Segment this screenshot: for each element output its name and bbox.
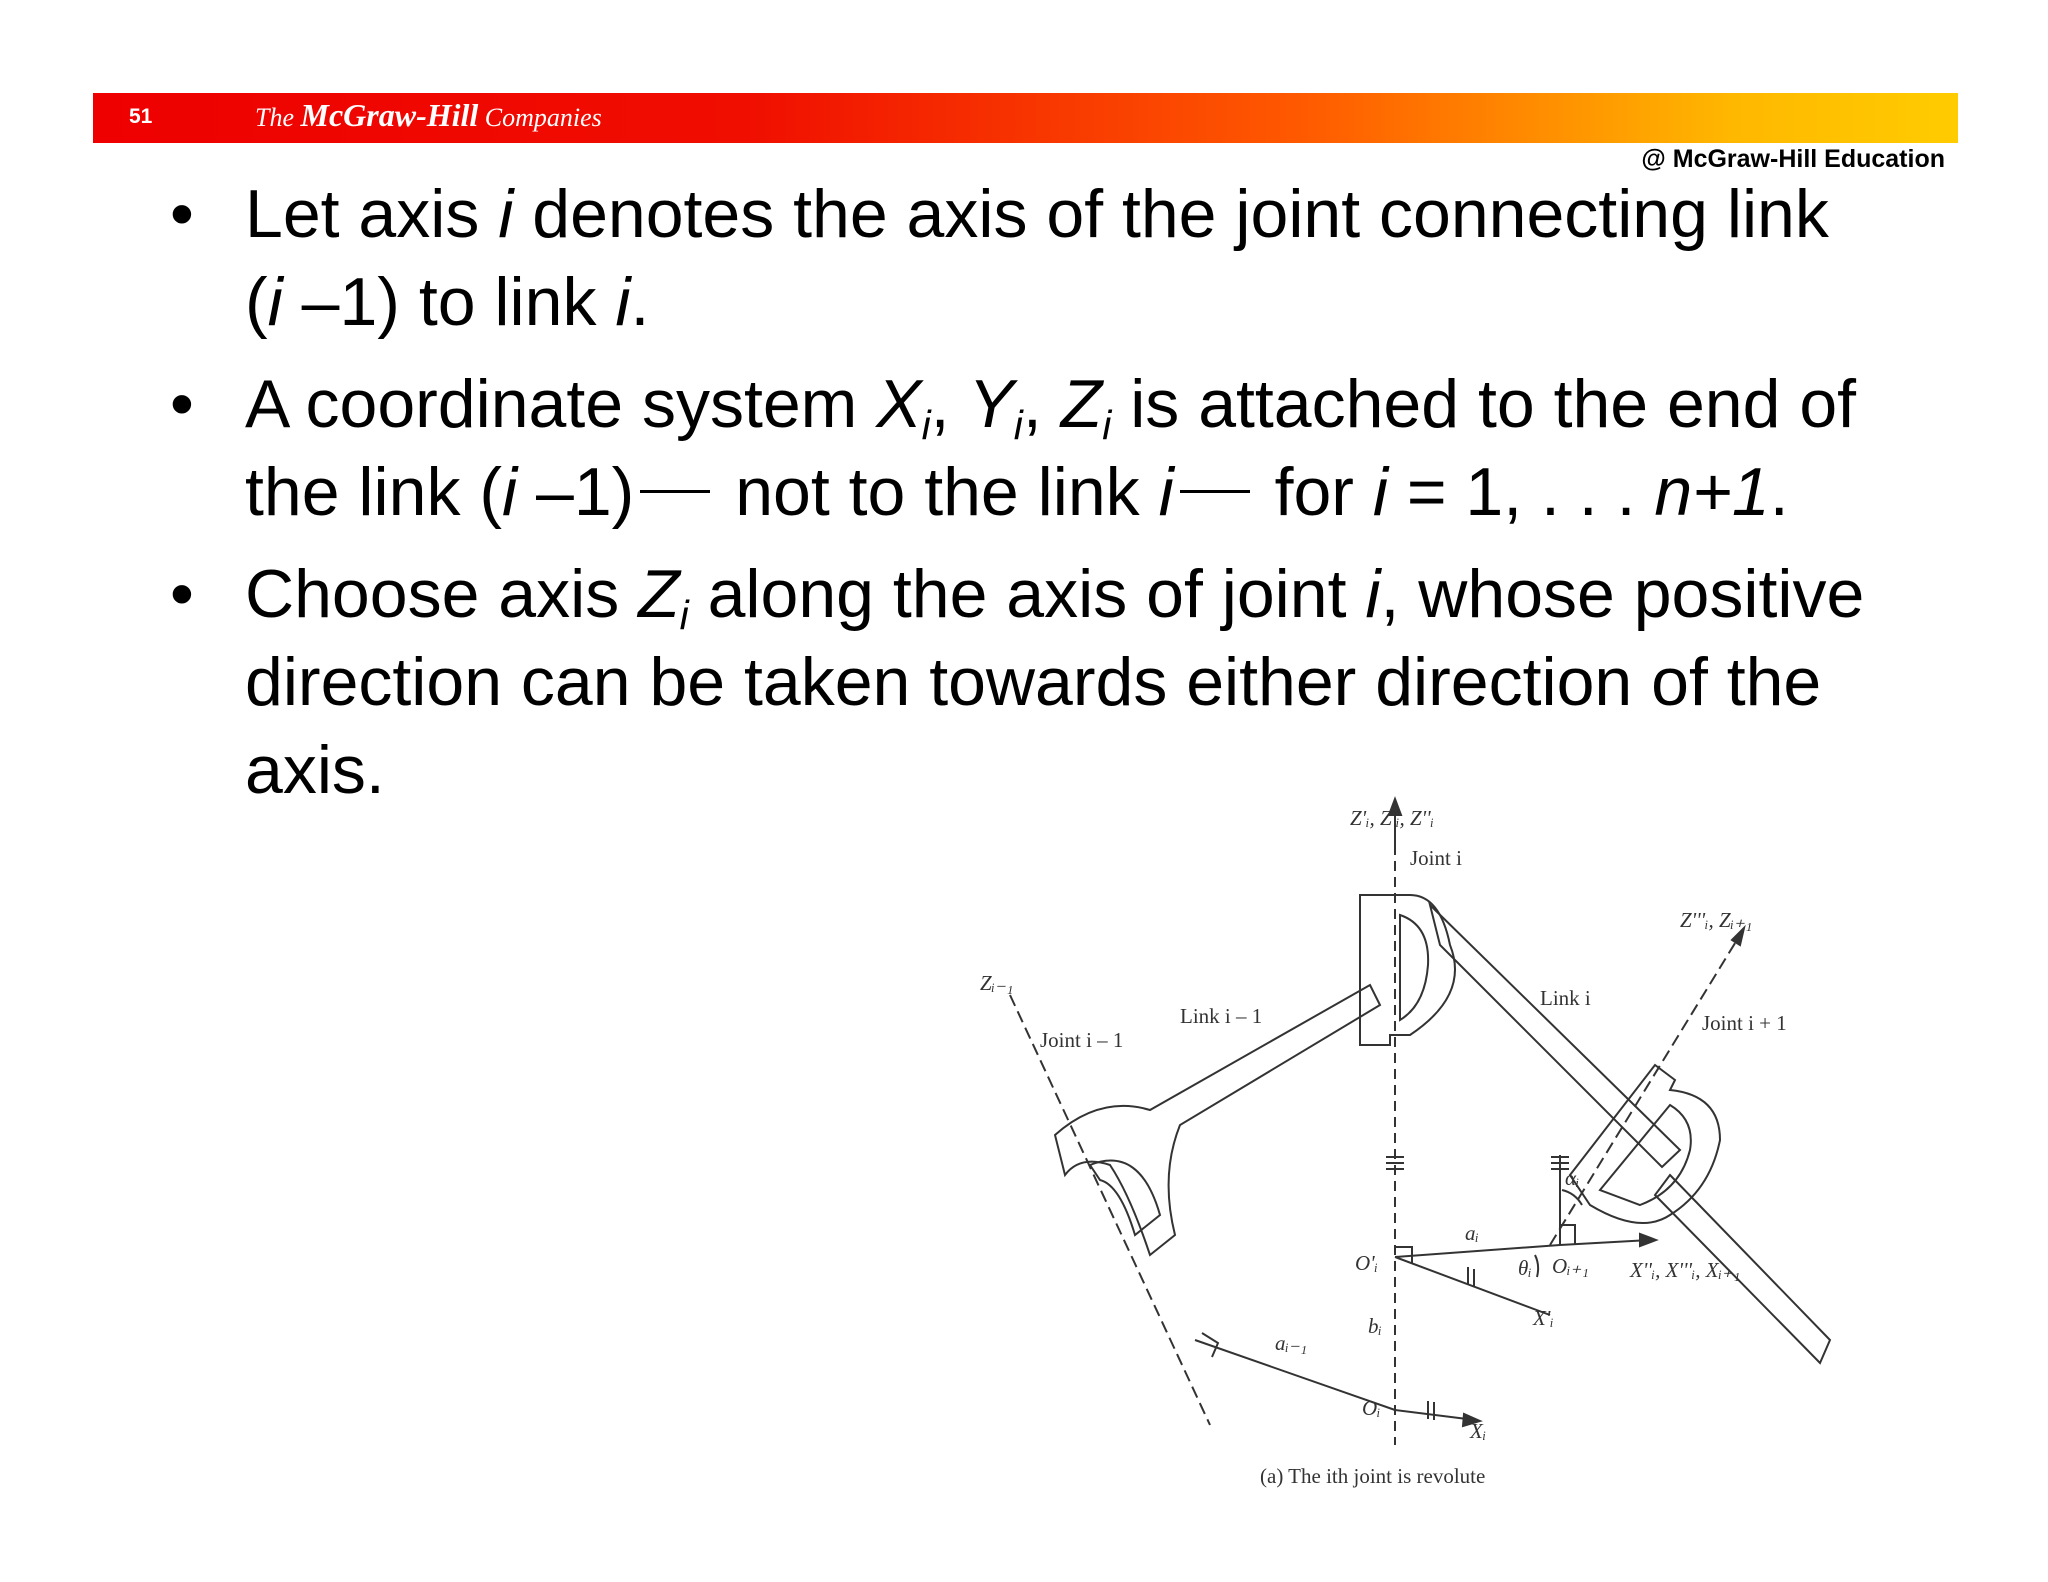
joint-i-inner bbox=[1400, 915, 1428, 1020]
subscript: i bbox=[679, 592, 689, 639]
text: not to the link bbox=[716, 454, 1159, 530]
link-i-body bbox=[1430, 905, 1680, 1167]
text: Y bbox=[968, 366, 1014, 442]
text: –1) bbox=[517, 454, 635, 530]
label-joint-prev: Joint i – 1 bbox=[1040, 1028, 1124, 1052]
em-dash bbox=[1180, 490, 1250, 493]
text: i bbox=[615, 264, 631, 340]
label-joint-i: Joint i bbox=[1410, 846, 1462, 870]
label-alpha: αᵢ bbox=[1565, 1166, 1580, 1190]
bullet-dot: • bbox=[170, 556, 194, 632]
text: . bbox=[1769, 454, 1789, 530]
bullet-item-3 bbox=[170, 550, 1870, 814]
text: –1) to link bbox=[282, 264, 616, 340]
bullet-item-1 bbox=[170, 170, 1870, 346]
joint-diagram bbox=[950, 795, 1850, 1515]
text: Z bbox=[1060, 366, 1103, 442]
bullet-dot: • bbox=[170, 366, 194, 442]
label-o-next: Oᵢ₊₁ bbox=[1552, 1254, 1589, 1278]
text: Z bbox=[638, 556, 680, 632]
text: for bbox=[1255, 454, 1373, 530]
text: Let axis bbox=[245, 176, 499, 252]
label-top-axis: Z'ᵢ, Z'ᵢ, Z''ᵢ bbox=[1350, 806, 1434, 830]
text: i bbox=[1365, 556, 1381, 632]
label-x-prime: X'ᵢ bbox=[1533, 1306, 1554, 1330]
label-z-prev: Zᵢ₋₁ bbox=[980, 971, 1014, 995]
text: i bbox=[502, 454, 518, 530]
label-link-i: Link i bbox=[1540, 986, 1591, 1010]
slide-number: 51 bbox=[129, 105, 153, 128]
text: is attached to the end of the link ( bbox=[245, 366, 1857, 530]
em-dash bbox=[640, 490, 710, 493]
text: Choose axis bbox=[245, 556, 639, 632]
brand-companies: Companies bbox=[478, 103, 602, 132]
text: , bbox=[1022, 366, 1061, 442]
label-x-next: X''ᵢ, X'''ᵢ, Xᵢ₊₁ bbox=[1630, 1258, 1741, 1282]
text: A coordinate system bbox=[245, 366, 877, 442]
link-prev-joint bbox=[1090, 1161, 1160, 1235]
label-joint-next: Joint i + 1 bbox=[1702, 1011, 1787, 1035]
joint-prev-axis bbox=[1010, 995, 1210, 1425]
text: = 1, . . . bbox=[1387, 454, 1655, 530]
bullet-list bbox=[170, 170, 1870, 828]
text: i bbox=[267, 264, 283, 340]
text: i bbox=[498, 176, 514, 252]
label-o-i: Oᵢ bbox=[1362, 1396, 1381, 1420]
right-angle-next bbox=[1560, 1225, 1575, 1245]
text: i bbox=[1372, 454, 1388, 530]
text: i bbox=[1158, 454, 1174, 530]
x-next-arrow bbox=[1640, 1234, 1656, 1246]
brand-logo bbox=[255, 97, 602, 134]
label-a-i: aᵢ bbox=[1465, 1221, 1479, 1245]
bullet-dot: • bbox=[170, 176, 194, 252]
subscript: i bbox=[921, 402, 931, 449]
theta-arc bbox=[1535, 1255, 1538, 1277]
text: X bbox=[876, 366, 922, 442]
label-b-i: bᵢ bbox=[1368, 1314, 1382, 1338]
text: along the axis of joint bbox=[688, 556, 1366, 632]
x-next-axis bbox=[1560, 1240, 1650, 1245]
subscript: i bbox=[1102, 402, 1112, 449]
text: n+1 bbox=[1654, 454, 1770, 530]
figure-caption: (a) The ith joint is revolute bbox=[1260, 1464, 1486, 1488]
text: , bbox=[930, 366, 969, 442]
label-theta: θᵢ bbox=[1518, 1256, 1532, 1280]
text: . bbox=[630, 264, 650, 340]
brand-mcgraw: McGraw-Hill bbox=[300, 97, 479, 133]
bullet-item-2 bbox=[170, 360, 1870, 536]
label-o-prime: O'ᵢ bbox=[1355, 1251, 1378, 1275]
label-x-i: Xᵢ bbox=[1470, 1419, 1487, 1443]
text: , whose positive direction can be taken towards either direction of the axis. bbox=[245, 556, 1865, 808]
joint-diagram-svg bbox=[950, 795, 1850, 1515]
subscript: i bbox=[1013, 402, 1023, 449]
copyright-notice: @ McGraw-Hill Education bbox=[1641, 145, 1945, 173]
label-link-prev: Link i – 1 bbox=[1180, 1004, 1263, 1028]
label-a-prev: aᵢ₋₁ bbox=[1275, 1331, 1308, 1355]
label-z-next: Z'''ᵢ, Zᵢ₊₁ bbox=[1680, 908, 1753, 932]
header-bar bbox=[93, 93, 1958, 143]
brand-the: The bbox=[255, 103, 301, 132]
text: denotes the axis of the joint connecting link ( bbox=[245, 176, 1829, 340]
